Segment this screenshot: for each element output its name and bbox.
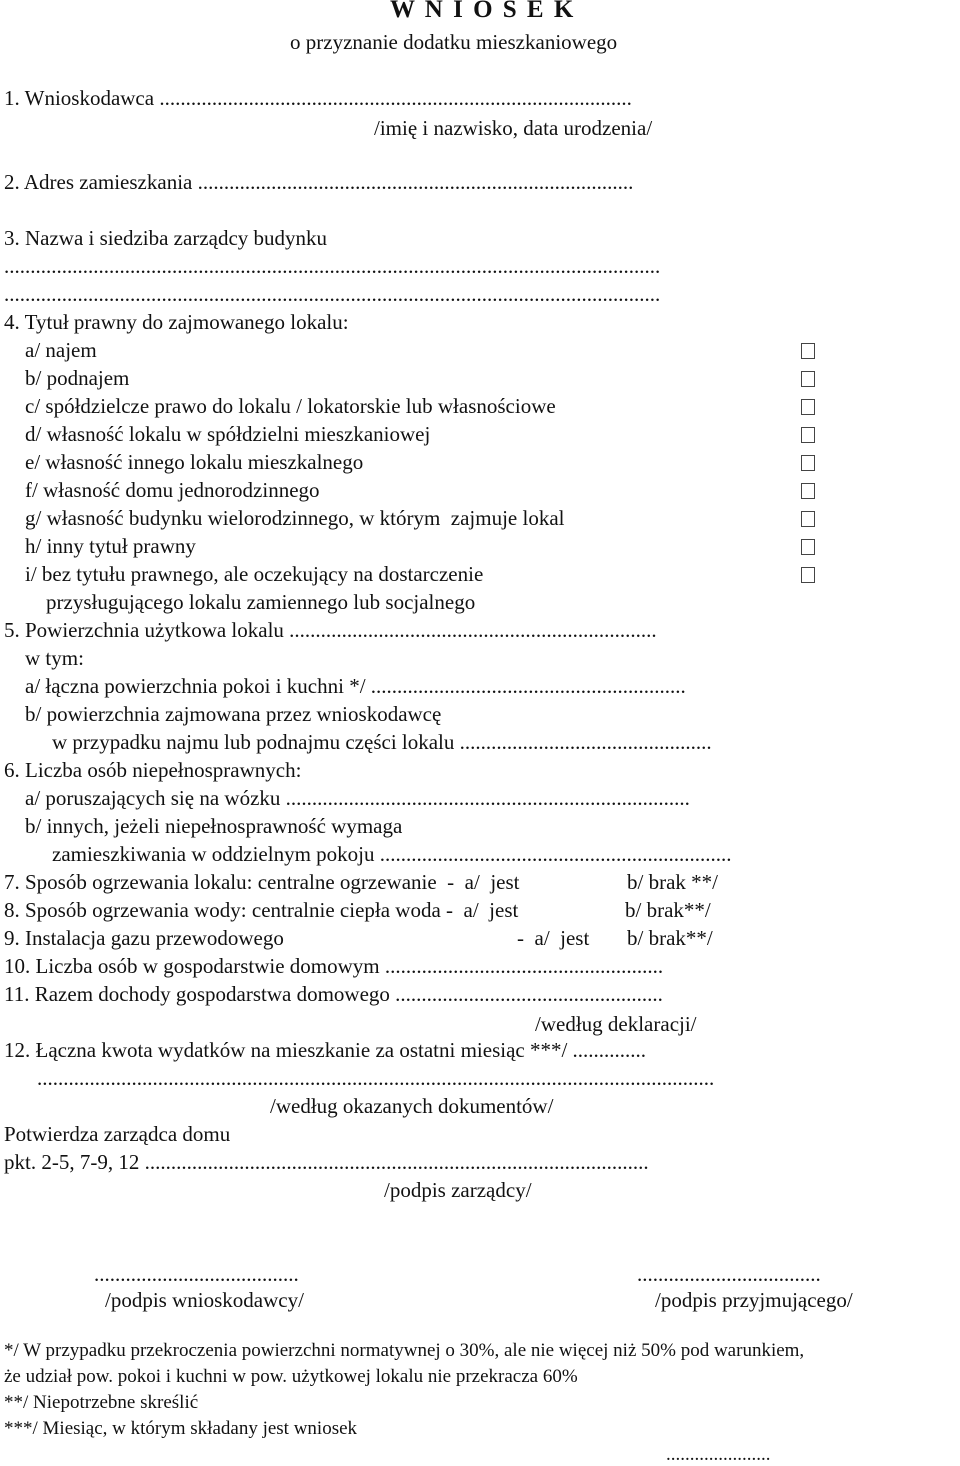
legal-title-option-b: b/ podnajem: [25, 366, 130, 390]
applicant-area-field[interactable]: w przypadku najmu lub podnajmu części lokalu ................................................: [52, 730, 712, 754]
gas-option-b[interactable]: b/ brak**/: [627, 926, 713, 950]
usable-area-field[interactable]: 5. Powierzchnia użytkowa lokalu ......................................................................: [4, 618, 657, 642]
manager-signature-label: /podpis zarządcy/: [384, 1178, 532, 1202]
legal-title-label: 4. Tytuł prawny do zajmowanego lokalu:: [4, 310, 349, 334]
legal-title-checkbox-e[interactable]: [801, 455, 815, 471]
heating-question[interactable]: 7. Sposób ogrzewania lokalu: centralne ogrzewanie - a/ jest: [4, 870, 520, 894]
footnote-1-line-1: */ W przypadku przekroczenia powierzchni normatywnej o 30%, ale nie więcej niż 50% pod warunkiem,: [4, 1340, 805, 1361]
household-size-field[interactable]: 10. Liczba osób w gospodarstwie domowym .....................................................: [4, 954, 664, 978]
legal-title-checkbox-g[interactable]: [801, 511, 815, 527]
building-manager-field-line2[interactable]: .............................................................................................................................: [4, 282, 661, 306]
receiver-signature-label: /podpis przyjmującego/: [655, 1288, 853, 1312]
heating-option-b[interactable]: b/ brak **/: [627, 870, 718, 894]
applicant-field-hint: /imię i nazwisko, data urodzenia/: [374, 116, 653, 140]
legal-title-option-g: g/ własność budynku wielorodzinnego, w którym zajmuje lokal: [25, 506, 565, 530]
legal-title-option-i-continuation: przysługującego lokalu zamiennego lub socjalnego: [46, 590, 476, 614]
legal-title-checkbox-i[interactable]: [801, 567, 815, 583]
disabled-persons-label: 6. Liczba osób niepełnosprawnych:: [4, 758, 302, 782]
applicant-signature-field[interactable]: .......................................: [94, 1262, 299, 1286]
other-disabled-field[interactable]: zamieszkiwania w oddzielnym pokoju ...................................................................: [52, 842, 732, 866]
household-income-hint: /według deklaracji/: [535, 1012, 697, 1036]
hot-water-option-b[interactable]: b/ brak**/: [625, 898, 711, 922]
usable-area-intro: w tym:: [25, 646, 84, 670]
legal-title-checkbox-b[interactable]: [801, 371, 815, 387]
gas-option-a[interactable]: - a/ jest: [517, 926, 590, 950]
form-subtitle: o przyznanie dodatku mieszkaniowego: [290, 30, 618, 54]
wheelchair-users-field[interactable]: a/ poruszających się na wózku .............................................................................: [25, 786, 690, 810]
footnote-trailing-dots: ......................: [666, 1444, 771, 1465]
hot-water-question[interactable]: 8. Sposób ogrzewania wody: centralnie ciepła woda - a/ jest: [4, 898, 519, 922]
rooms-kitchen-area-field[interactable]: a/ łączna powierzchnia pokoi i kuchni */ ............................................................: [25, 674, 686, 698]
footnote-2: **/ Niepotrzebne skreślić: [4, 1392, 199, 1413]
building-manager-label: 3. Nazwa i siedziba zarządcy budynku: [4, 226, 328, 250]
legal-title-option-f: f/ własność domu jednorodzinnego: [25, 478, 320, 502]
footnote-3: ***/ Miesiąc, w którym składany jest wniosek: [4, 1418, 358, 1439]
applicant-field[interactable]: 1. Wnioskodawca ..........................................................................................: [4, 86, 632, 110]
housing-expenses-hint: /według okazanych dokumentów/: [270, 1094, 554, 1118]
receiver-signature-field[interactable]: ...................................: [637, 1262, 821, 1286]
legal-title-option-c: c/ spółdzielcze prawo do lokalu / lokatorskie lub własnościowe: [25, 394, 556, 418]
housing-expenses-field-line2[interactable]: .................................................................................................................................: [37, 1066, 715, 1090]
household-income-field[interactable]: 11. Razem dochody gospodarstwa domowego ...................................................: [4, 982, 663, 1006]
legal-title-checkbox-c[interactable]: [801, 399, 815, 415]
legal-title-option-a: a/ najem: [25, 338, 97, 362]
gas-installation-question: 9. Instalacja gazu przewodowego: [4, 926, 284, 950]
legal-title-checkbox-h[interactable]: [801, 539, 815, 555]
housing-expenses-field[interactable]: 12. Łączna kwota wydatków na mieszkanie za ostatni miesiąc ***/ ..............: [4, 1038, 647, 1062]
legal-title-option-i: i/ bez tytułu prawnego, ale oczekujący na dostarczenie: [25, 562, 484, 586]
form-title: W N I O S E K: [390, 0, 576, 23]
legal-title-checkbox-d[interactable]: [801, 427, 815, 443]
legal-title-option-h: h/ inny tytuł prawny: [25, 534, 196, 558]
footnote-1-line-2: że udział pow. pokoi i kuchni w pow. użytkowej lokalu nie przekracza 60%: [4, 1366, 578, 1387]
other-disabled-label: b/ innych, jeżeli niepełnosprawność wymaga: [25, 814, 403, 838]
applicant-signature-label: /podpis wnioskodawcy/: [105, 1288, 304, 1312]
manager-confirmation-label: Potwierdza zarządca domu: [4, 1122, 231, 1146]
legal-title-checkbox-a[interactable]: [801, 343, 815, 359]
legal-title-option-e: e/ własność innego lokalu mieszkalnego: [25, 450, 364, 474]
building-manager-field-line1[interactable]: .............................................................................................................................: [4, 254, 661, 278]
manager-confirmation-points[interactable]: pkt. 2-5, 7-9, 12 ................................................................................................: [4, 1150, 649, 1174]
address-field[interactable]: 2. Adres zamieszkania ...................................................................................: [4, 170, 634, 194]
applicant-area-label: b/ powierzchnia zajmowana przez wnioskodawcę: [25, 702, 442, 726]
legal-title-checkbox-f[interactable]: [801, 483, 815, 499]
legal-title-option-d: d/ własność lokalu w spółdzielni mieszkaniowej: [25, 422, 431, 446]
